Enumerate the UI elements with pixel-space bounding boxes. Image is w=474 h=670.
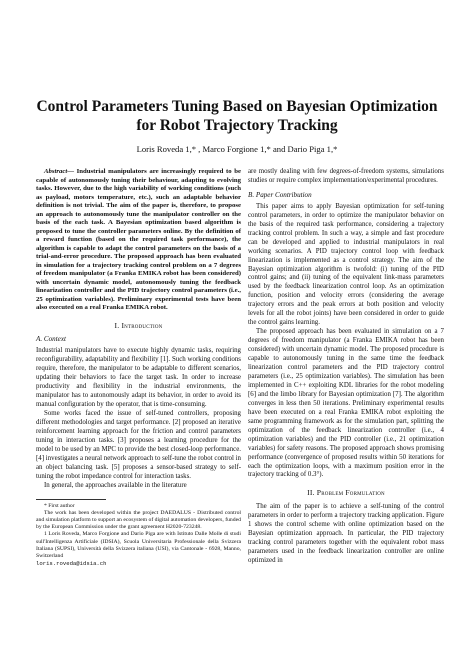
footnote-rule — [36, 499, 106, 500]
abstract-label: Abstract — [44, 168, 68, 175]
intro-paragraph-2: Some works faced the issue of self-tuned controllers, proposing different methodologies and target performance. [2] proposed an iterative reinforcement learning approach for the friction and control parameters tuning in interaction tasks. [3] proposes a learning procedure for the model to be used by an MPC to provide the best closed-loop performance. [4] investigates a neural network approach to self-tune the robot control in an object balancing task. [5] proposes a sensor-based strategy to self-tuning the robot impedance control for interaction tasks. — [36, 410, 241, 480]
intro-paragraph-3-continued: are mostly dealing with few degrees-of-freedom systems, simulations studies or require complex implementation/experimental procedures. — [248, 168, 444, 184]
subsection-heading-context: A. Context — [36, 335, 66, 344]
section-heading-problem-formulation: II. Problem Formulation — [307, 488, 385, 498]
problem-paragraph-1: The aim of the paper is to achieve a self-tuning of the control parameters in order to perform a trajectory tracking application. Figure 1 shows the control scheme with online optimization based on the Bayesian optimization approach. In particular, the PID trajectory tracking control parameters together with the equivalent robot mass parameters used in the feedback linearization controller are online optimized in — [248, 503, 444, 565]
abstract — [36, 168, 241, 313]
author-list: Loris Roveda 1,* , Marco Forgione 1,* and Dario Piga 1,* — [136, 144, 338, 154]
footnote-first-author: * First author — [44, 502, 75, 509]
contribution-paragraph-1: This paper aims to apply Bayesian optimization for self-tuning control parameters, in order to optimize the manipulator behavior on the basis of the required task performance, considering a trajectory tracking control problem. In such a way, a simple and fast procedure can be developed and applied to industrial manipulators in real working scenarios. A PID trajectory control loop with feedback linearization is implemented as a control strategy. The aim of the Bayesian optimization algorithm is twofold: (i) tuning of the PID control gains; and (ii) tuning of the equivalent link-mass parameters used by the feedback linearization control loop. As an optimization function, position and velocity errors (considering the average trajectory errors and the peak errors at both position and velocity levels for all the robot joints) have been considered in order to guide the control gains learning. — [248, 202, 444, 327]
left-column — [36, 168, 241, 567]
section-heading-introduction: I. Introduction — [114, 320, 163, 330]
right-column — [248, 168, 444, 566]
footnote-affiliation: 1 Loris Roveda, Marco Forgione and Dario Piga are with Istituto Dalle Molle di studi sull'Intelligenza Artificiale (IDSIA), Scuola Universitaria Professionale della Svizzera Italiana (SUPSI), Università della Svizzera italiana (USI), via Cantonale - 6928, Manno, Switzerland — [36, 531, 241, 560]
subsection-heading-contribution: B. Paper Contribution — [248, 190, 312, 199]
paper-title: Control Parameters Tuning Based on Bayesian Optimization for Robot Trajectory Tracking — [36, 98, 438, 134]
footnote-funding: The work has been developed within the project DAEDALUS - Distributed control and simulation platform to support an ecosystem of digital automation developers, funded by the European Commission under the grant agreement H2020-723248. — [36, 509, 241, 531]
intro-paragraph-3: In general, the approaches available in the literature — [44, 481, 187, 489]
abstract-text: — Industrial manipulators are increasingly required to be capable of autonomously tuning their behaviour, adapting to evolving tasks. However, due to the high variability of working conditions (such as payload, motors temperature, etc.), such an adaptable behavior definition is not trivial. The aim of the paper is, therefore, to propose an approach to autonomously tune the manipulator controller on the basis of the each task. A Bayesian optimization based algorithm is proposed to tune the controller parameters online. By the definition of a reward function (based on the required task performance), the algorithm is capable to adapt the control parameters on the basis of a trial-and-error procedure. The proposed approach has been evaluated in simulation for a trajectory tracking control problem on a 7 degrees of freedom manipulator (a Franka EMIKA robot has been considered) with uncertain dynamic model, autonomously tuning the feedback linearization controller and the PID trajectory control parameters (i.e., 25 optimization variables). Preliminary experimental tests have been also executed on a real Franka EMIKA robot. — [36, 168, 241, 311]
intro-paragraph-1: Industrial manipulators have to execute highly dynamic tasks, requiring reconfigurability, adaptability and flexibility [1]. Such working conditions require, therefore, the manipulator to be adaptable to different scenarios, updating their behaviors to face the target task. In order to increase productivity and flexibility in the industrial environments, the manipulator has to autonomously adapt its behavior, in order to avoid its manual configuration by the operator, that is time-consuming. — [36, 347, 241, 409]
contribution-paragraph-2: The proposed approach has been evaluated in simulation on a 7 degrees of freedom manipulator (a Franka EMIKA robot has been considered) with uncertain dynamic model. The proposed procedure is capable to autonomously tuning in the same time the feedback linearization control parameters and the PID trajectory control parameters (i.e., 25 optimization variables). The simulation has been implemented in C++ exploiting KDL libraries for the robot modeling [6] and the limbo library for Bayesian optimization [7]. The algorithm converges in less then 50 iterations. Preliminary experimental results have been executed on a real Franka EMIKA robot exploiting the same programming framework as for the simulation part, splitting the optimization of the feedback linearization controller (i.e., 4 optimization variables) and the PID controller (i.e., 21 optimization variables) for safety reasons. The proposed approach shows promising performance (convergence of proposed results within 50 iterations for each the optimization loops, with a maximum position error in the trajectory tracking of 0.3°). — [248, 328, 444, 479]
footnote-email: loris.roveda@idsia.ch — [36, 560, 107, 568]
